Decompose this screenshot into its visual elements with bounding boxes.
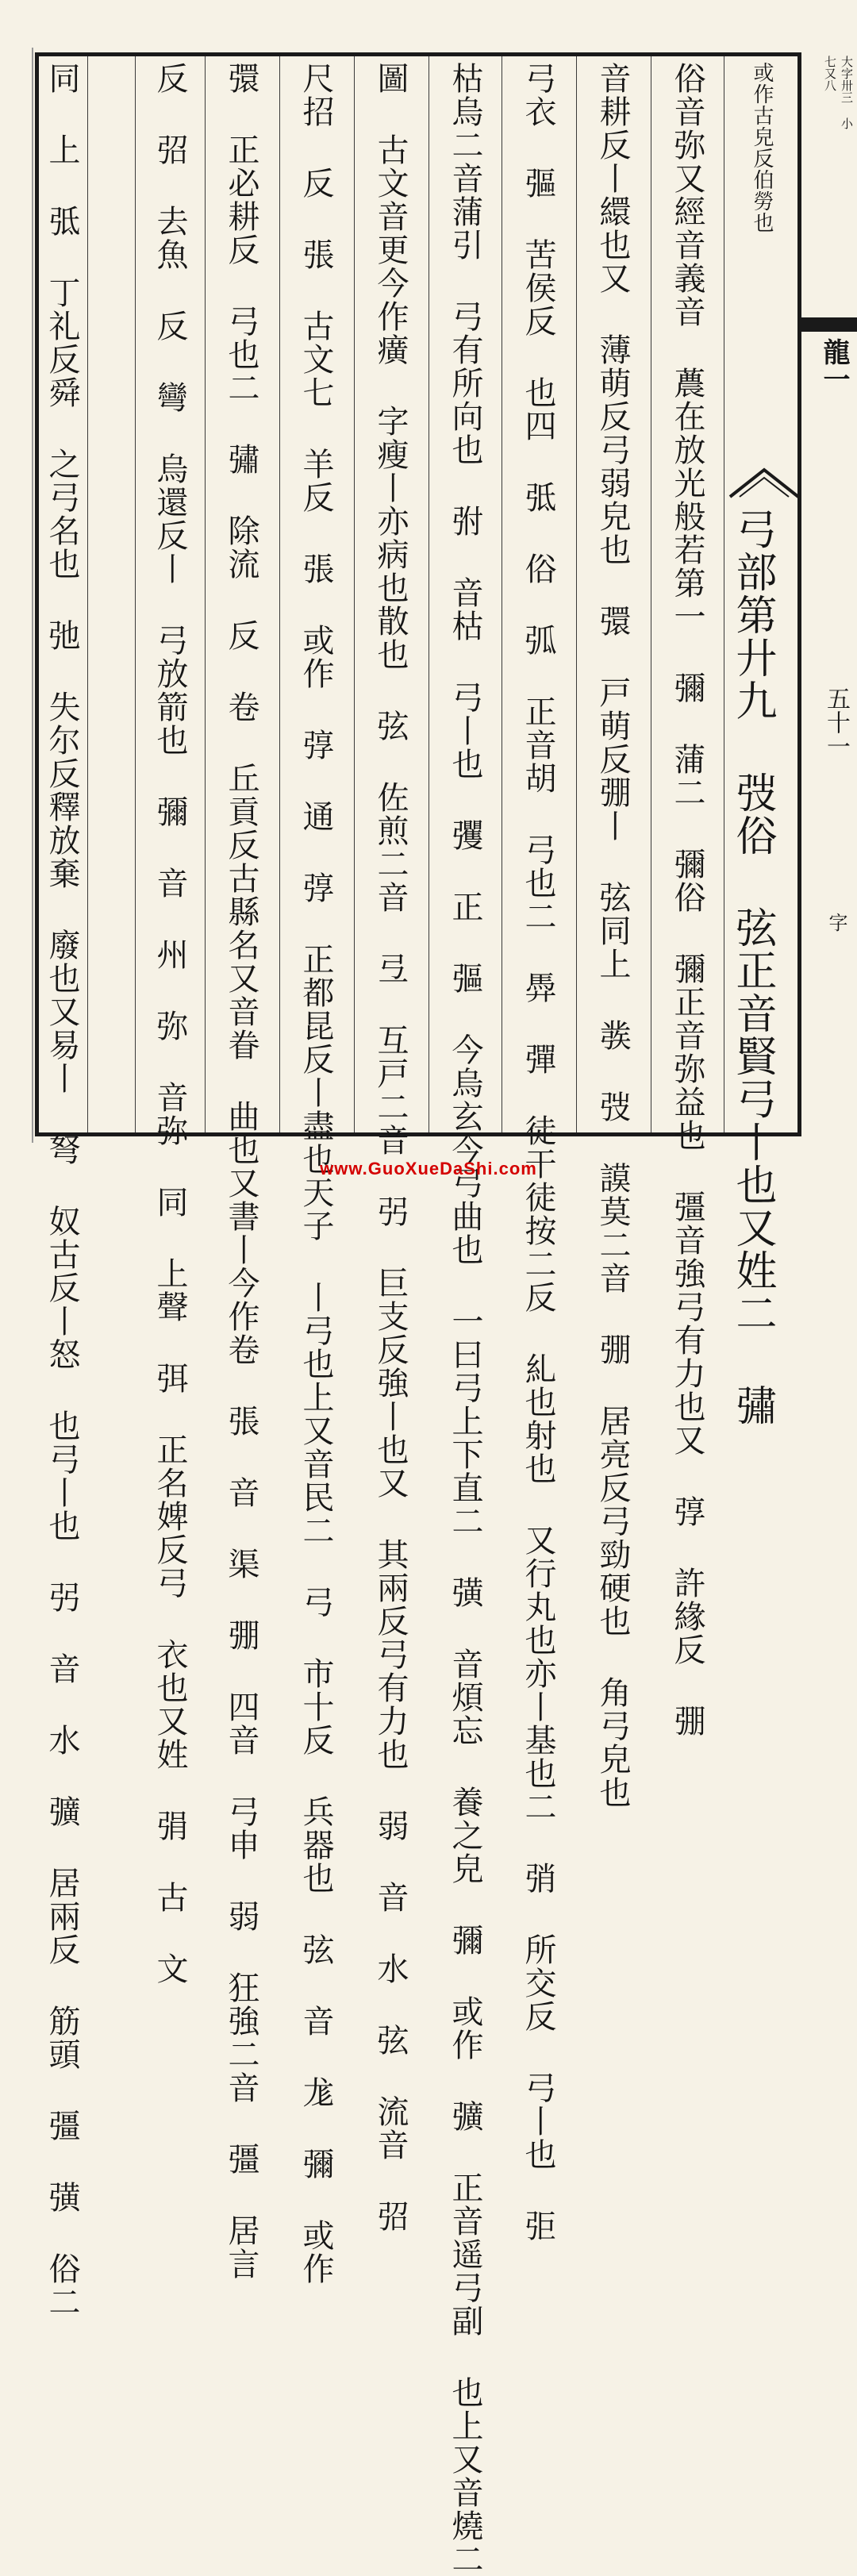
text-column-6: 枯烏二音蒲引 弓有所向也 弣 音枯 弓丨也 彏 正 彄 今烏玄今弓曲也 一曰弓上下直二 彉 音煩忘 養之皃 彌 或作 彍 正音遥弓副 也上又音燒二 [447,62,483,2576]
text-column-2: 弓部第廾九 弢俗 弦正音賢弓丨也又姓二 彇 [728,508,776,1427]
text-column-9: 彋 正必耕反 弓也二 彇 除流 反 卷 丘貢反古縣名又音眷 曲也又書丨今作卷 張 音 渠 弸 四音 弓申 弱 狂強二音 彊 居言 [223,62,259,2281]
margin-section-bar [801,317,857,332]
text-column-7: 圖 古文音更今作癀 字瘦丨亦病也散也 弦 佐煎二音 弖 互戸二音 弜 巨支反強丨也又 其兩反弓有力也 弱 音 水 弦 流音 弨 [372,62,409,2233]
column-rule [87,56,88,1132]
radical-heading-ornament [728,467,800,498]
text-column-8: 尺招 反 張 古文七 羊反 張 或作 弴 通 弴 正都昆反丨盡也天子 丨弓也上又音民二 弓 市十反 兵器也 弦 音 尨 彌 或作 [298,62,334,2286]
margin-top-note: 大字卅三 小七又八 [823,56,854,129]
margin-bottom-note: 字 [825,913,847,932]
column-rule [428,56,429,1132]
text-column-4: 音耕反丨繯也又 薄萌反弓弱皃也 彋 戸萌反弸丨 弦同上 彂 弢 謨莫二音 弸 居亮反弓勁硬也 角弓皃也 [594,62,631,1809]
text-column-11: 同 上 弤 丁礼反舜 之弓名也 弛 失尔反釋放棄 廢也又易丨 弩 奴古反丨怒 也弓丨也 弜 音 水 彍 居兩反 筋頭 彊 彉 俗二 [44,62,80,2319]
text-column-1: 或作古皃反伯勞也 [750,62,774,233]
margin-section-label: 龍一 [818,338,850,392]
column-rule [279,56,280,1132]
text-column-3: 俗音弥又經音義音 蕽在放光般若第一 彌 蒲二 彌俗 彌正音弥益也 彊音強弓有力也又 弴 許緣反 弸 [669,62,705,1738]
page-edge-rule [32,48,33,1143]
text-column-10: 反 弨 去魚 反 彎 烏還反丨 弓放箭也 彌 音 州 弥 音弥 同 上聲 弭 正名婢反弓 衣也又姓 弲 古 文 [152,62,188,1986]
page-number: 五十一 [822,686,850,758]
text-column-5: 弓衣 彄 苦侯反 也四 弤 俗 弧 正音胡 弓也二 馵 彈 徒干徒按二反 糺也射也 又行丸也亦丨基也二 弰 所交反 弓丨也 弡 [520,62,556,2243]
column-rule [135,56,136,1132]
column-rule [576,56,577,1132]
column-rule [354,56,355,1132]
watermark-text: www.GuoXueDaShi.com [320,1159,537,1178]
column-rule [205,56,206,1132]
